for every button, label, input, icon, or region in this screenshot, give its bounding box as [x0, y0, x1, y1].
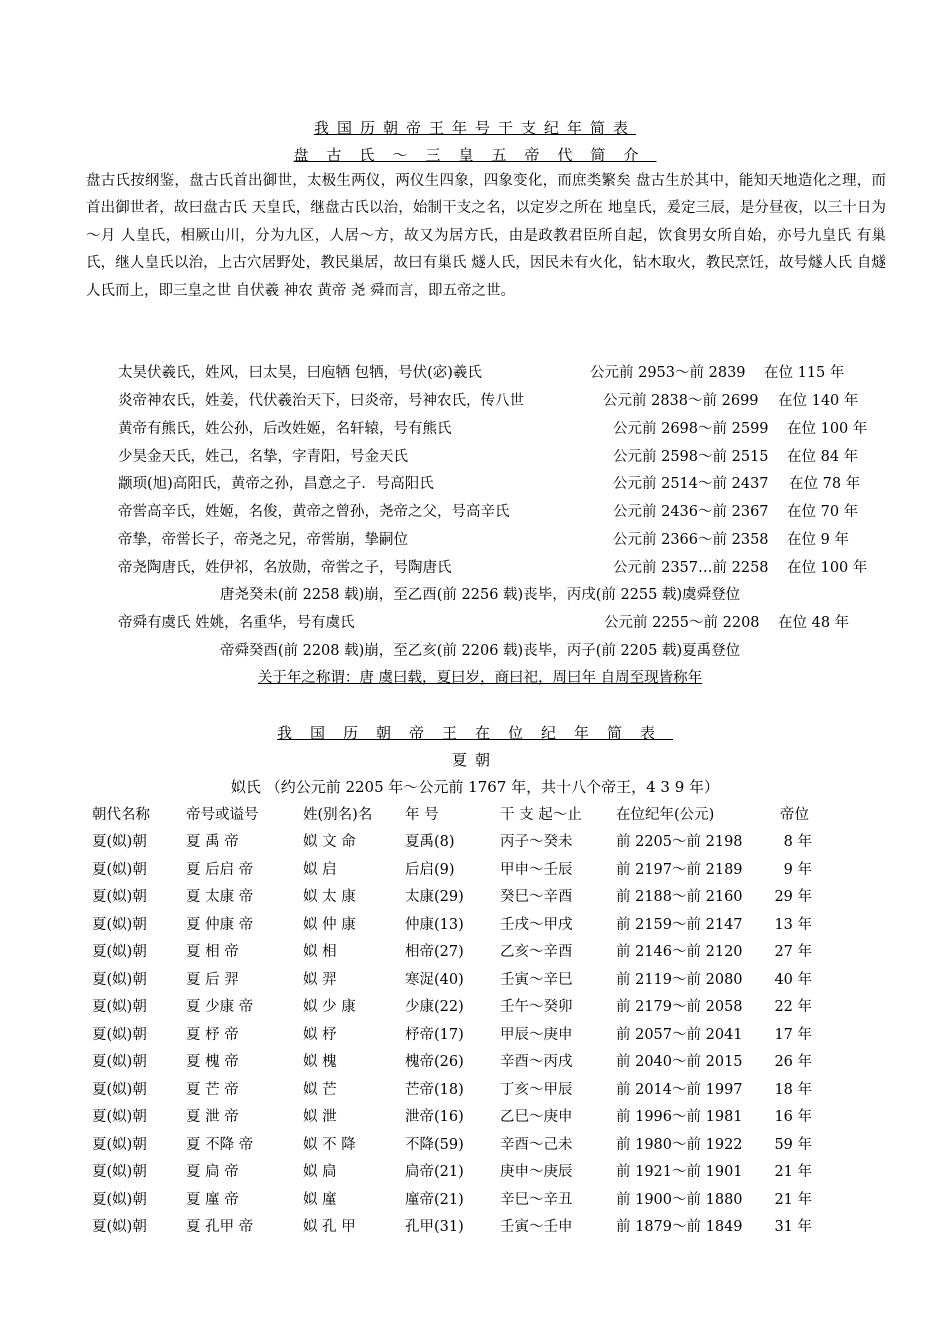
table-cell: 40 年 — [774, 971, 812, 988]
table-cell: 廑帝(21) — [405, 1191, 464, 1208]
table-cell: 丙子～癸未 — [500, 834, 573, 850]
table-cell: 前 1996～前 1981 — [616, 1109, 743, 1125]
table-cell: 姒 芒 — [303, 1081, 337, 1098]
succession-note: 唐尧癸未(前 2258 载)崩，至乙酉(前 2256 载)丧毕，丙戌(前 2255 载)虞舜登位 — [219, 587, 741, 603]
table-cell: 27 年 — [774, 944, 812, 960]
table-cell: 夏 不降 帝 — [186, 1136, 254, 1153]
reign-years: 公元前 2698～前 2599 — [613, 421, 769, 437]
reign-name: 少昊金天氏，姓己，名挚，字青阳，号金天氏 — [118, 449, 408, 465]
table-cell: 夏 扃 帝 — [186, 1164, 239, 1180]
dynasty-heading: 夏朝 — [451, 751, 498, 769]
table-cell: 少康(22) — [405, 999, 464, 1015]
table-cell: 扃帝(21) — [405, 1164, 464, 1180]
section-subtitle: 盘古氏～三皇五帝代简介 — [293, 146, 657, 164]
table-cell: 姒 文 命 — [303, 834, 356, 850]
table-cell: 庚申～庚辰 — [500, 1164, 573, 1180]
table-cell: 17 年 — [774, 1026, 812, 1043]
table-cell: 夏(姒)朝 — [92, 1026, 147, 1043]
table-cell: 后启(9) — [405, 861, 455, 878]
table-cell: 姒 泄 — [303, 1109, 337, 1125]
reign-tenure: 在位 70 年 — [787, 504, 859, 520]
table-cell: 姒 启 — [303, 861, 337, 878]
table-cell: 前 2205～前 2198 — [616, 834, 743, 850]
table-cell: 杼帝(17) — [405, 1026, 464, 1043]
reign-years: 公元前 2357…前 2258 — [613, 560, 769, 576]
table-cell: 壬寅～壬申 — [500, 1219, 573, 1235]
table-cell: 前 2014～前 1997 — [616, 1081, 743, 1098]
table-cell: 姒 孔 甲 — [303, 1219, 356, 1235]
table-cell: 夏(姒)朝 — [92, 1081, 147, 1098]
table-cell: 辛酉～己未 — [500, 1136, 573, 1153]
table-cell: 夏 少康 帝 — [186, 999, 254, 1015]
table-cell: 夏 后启 帝 — [186, 861, 254, 878]
reign-name: 帝尧陶唐氏，姓伊祁，名放勋，帝喾之子，号陶唐氏 — [118, 560, 452, 576]
table-cell: 姒 不 降 — [303, 1136, 356, 1153]
reign-name: 炎帝神农氏，姓姜，代伏羲治天下，曰炎帝，号神农氏，传八世 — [118, 393, 524, 409]
table-row — [0, 968, 950, 988]
table-cell: 前 2040～前 2015 — [616, 1054, 743, 1070]
table-cell: 前 1900～前 1880 — [616, 1191, 743, 1208]
table-row — [0, 995, 950, 1015]
table-cell: 夏 仲康 帝 — [186, 916, 254, 933]
table-cell: 夏 后 羿 — [186, 971, 239, 988]
table-cell: 59 年 — [774, 1136, 812, 1153]
table-cell: 姒 相 — [303, 944, 337, 960]
table-row — [0, 830, 950, 850]
table-row — [0, 1050, 950, 1070]
table-cell: 夏(姒)朝 — [92, 971, 147, 988]
table-cell: 夏(姒)朝 — [92, 1136, 147, 1153]
reign-years: 公元前 2436～前 2367 — [613, 504, 769, 520]
table-cell: 前 1879～前 1849 — [616, 1219, 743, 1235]
reign-name: 帝喾高辛氏，姓姬，名俊，黄帝之曾孙，尧帝之父，号高辛氏 — [118, 504, 510, 520]
table-cell: 22 年 — [774, 999, 812, 1015]
reign-name: 黄帝有熊氏，姓公孙，后改姓姬，名轩辕，号有熊氏 — [118, 421, 452, 437]
table-cell: 姒 槐 — [303, 1054, 337, 1070]
reign-tenure: 在位 84 年 — [787, 449, 859, 465]
table-cell: 夏 泄 帝 — [186, 1109, 239, 1125]
table-cell: 姒 羿 — [303, 971, 337, 988]
table-cell: 辛巳～辛丑 — [500, 1191, 573, 1208]
table-row — [0, 1160, 950, 1180]
table-row — [0, 1133, 950, 1153]
reign-tenure: 在位 78 年 — [789, 476, 861, 492]
table-cell: 前 2188～前 2160 — [616, 889, 743, 905]
table-cell: 夏(姒)朝 — [92, 1191, 147, 1208]
table-cell: 21 年 — [774, 1164, 812, 1180]
column-header: 姓(别名)名 — [303, 807, 373, 823]
table-cell: 夏(姒)朝 — [92, 834, 147, 850]
page-title: 我国历朝帝王年号干支纪年简表 — [313, 119, 636, 137]
table-cell: 姒 仲 康 — [303, 916, 356, 933]
reign-name: 帝舜有虞氏 姓姚，名重华，号有虞氏 — [118, 615, 355, 631]
table-cell: 夏 禹 帝 — [186, 834, 239, 850]
succession-note: 帝舜癸酉(前 2208 载)崩，至乙亥(前 2206 载)丧毕，丙子(前 2205 载)夏禹登位 — [219, 643, 741, 659]
table-cell: 姒 廑 — [303, 1191, 337, 1208]
table-cell: 甲申～壬辰 — [500, 861, 573, 878]
table-cell: 前 2119～前 2080 — [616, 971, 743, 988]
table-cell: 9 年 — [783, 861, 812, 878]
table-cell: 槐帝(26) — [405, 1054, 464, 1070]
table-cell: 夏 芒 帝 — [186, 1081, 239, 1098]
column-header: 帝位 — [780, 807, 809, 823]
table-cell: 泄帝(16) — [405, 1109, 464, 1125]
table-cell: 夏(姒)朝 — [92, 1109, 147, 1125]
table-cell: 前 1921～前 1901 — [616, 1164, 743, 1180]
intro-paragraph: 盘古氏按纲鉴，盘古氏首出御世，太极生两仪，两仪生四象，四象变化，而庶类繁矣 盘古生於其中，能知天地造化之理，而首出御世者，故曰盘古氏 天皇氏，继盘古氏以治，始制干支之名，以定岁之所在 地皇氏，爰定三辰，是分昼夜，以三十日为～月 人皇氏，相厥山川，分为九区，人居～方，故又为居方氏，由是政教君臣所自起，饮食男女所自始，亦号九皇氏 有巢氏，继人皇氏以治，上古穴居野处，教民巢居，故曰有巢氏 燧人氏，因民未有火化，钻木取火，教民烹饪，故号燧人氏 自燧人氏而上，即三皇之世 自伏羲 神农 黄帝 尧 舜而言，即五帝之世。 — [86, 173, 886, 299]
table-cell: 夏 杼 帝 — [186, 1026, 239, 1043]
table-cell: 前 2179～前 2058 — [616, 999, 743, 1015]
table-cell: 姒 扃 — [303, 1164, 337, 1180]
table-cell: 夏(姒)朝 — [92, 1164, 147, 1180]
table-cell: 29 年 — [774, 889, 812, 905]
table-cell: 芒帝(18) — [405, 1081, 464, 1098]
table-cell: 夏(姒)朝 — [92, 889, 147, 905]
reign-years: 公元前 2366～前 2358 — [613, 532, 769, 548]
table-cell: 13 年 — [774, 916, 812, 933]
table-cell: 前 2159～前 2147 — [616, 916, 743, 933]
table-cell: 夏(姒)朝 — [92, 861, 147, 878]
table-cell: 18 年 — [774, 1081, 812, 1098]
table-cell: 前 1980～前 1922 — [616, 1136, 743, 1153]
table-cell: 丁亥～甲辰 — [500, 1081, 573, 1098]
table-cell: 乙亥～辛酉 — [500, 944, 573, 960]
table-cell: 前 2146～前 2120 — [616, 944, 743, 960]
table-cell: 26 年 — [774, 1054, 812, 1070]
reign-tenure: 在位 100 年 — [787, 560, 868, 576]
table-row — [0, 885, 950, 905]
reign-years: 公元前 2514～前 2437 — [613, 476, 769, 492]
table-cell: 31 年 — [774, 1219, 812, 1235]
table-cell: 夏 相 帝 — [186, 944, 239, 960]
reign-tenure: 在位 140 年 — [778, 393, 859, 409]
table-cell: 乙巳～庚申 — [500, 1109, 573, 1125]
table-cell: 壬寅～辛巳 — [500, 971, 573, 988]
reign-name: 太昊伏羲氏，姓风，曰太昊，曰庖牺 包牺，号伏(宓)羲氏 — [118, 365, 482, 381]
table-title: 我国历朝帝王在位纪年简表 — [276, 724, 673, 742]
table-row — [0, 940, 950, 960]
year-terminology-note: 关于年之称谓：唐 虞曰载，夏曰岁，商曰祀，周曰年 自周至现皆称年 — [257, 670, 703, 686]
table-cell: 姒 少 康 — [303, 999, 356, 1015]
reign-tenure: 在位 100 年 — [787, 421, 868, 437]
table-cell: 辛酉～丙戌 — [500, 1054, 573, 1070]
table-cell: 夏 孔甲 帝 — [186, 1219, 254, 1235]
table-row — [0, 1105, 950, 1125]
table-row — [0, 1188, 950, 1208]
column-header: 年 号 — [405, 807, 439, 823]
table-cell: 不降(59) — [405, 1136, 464, 1153]
table-cell: 夏 槐 帝 — [186, 1054, 239, 1070]
table-cell: 癸巳～辛酉 — [500, 889, 573, 905]
column-header: 朝代名称 — [92, 807, 150, 823]
table-cell: 姒 太 康 — [303, 889, 356, 905]
table-cell: 8 年 — [783, 834, 812, 850]
table-row — [0, 913, 950, 933]
reign-name: 帝挚，帝喾长子，帝尧之兄，帝喾崩，挚嗣位 — [118, 532, 408, 548]
table-cell: 夏(姒)朝 — [92, 1219, 147, 1235]
reign-years: 公元前 2953～前 2839 — [590, 365, 746, 381]
reign-tenure: 在位 115 年 — [764, 365, 845, 381]
reign-tenure: 在位 48 年 — [778, 615, 850, 631]
table-cell: 夏(姒)朝 — [92, 916, 147, 933]
table-cell: 21 年 — [774, 1191, 812, 1208]
reign-name: 颛顼(旭)高阳氏，黄帝之孙，昌意之子．号高阳氏 — [118, 476, 434, 492]
table-cell: 前 2197～前 2189 — [616, 861, 743, 878]
reign-years: 公元前 2255～前 2208 — [604, 615, 760, 631]
reign-years: 公元前 2598～前 2515 — [613, 449, 769, 465]
table-cell: 孔甲(31) — [405, 1219, 464, 1235]
table-cell: 寒浞(40) — [405, 971, 464, 988]
table-cell: 夏(姒)朝 — [92, 944, 147, 960]
table-row — [0, 1078, 950, 1098]
dynasty-summary: 姒氏 （约公元前 2205 年～公元前 1767 年，共十八个帝王，4 3 9 年） — [230, 778, 720, 796]
table-cell: 相帝(27) — [405, 944, 464, 960]
table-cell: 16 年 — [774, 1109, 812, 1125]
table-cell: 甲辰～庚申 — [500, 1026, 573, 1043]
table-cell: 仲康(13) — [405, 916, 464, 933]
table-cell: 夏 廑 帝 — [186, 1191, 239, 1208]
table-cell: 夏(姒)朝 — [92, 999, 147, 1015]
table-cell: 姒 杼 — [303, 1026, 337, 1043]
table-cell: 太康(29) — [405, 889, 464, 905]
table-row — [0, 1215, 950, 1235]
table-row — [0, 1023, 950, 1043]
table-row — [0, 858, 950, 878]
table-header — [0, 803, 950, 823]
reign-years: 公元前 2838～前 2699 — [603, 393, 759, 409]
table-cell: 前 2057～前 2041 — [616, 1026, 743, 1043]
column-header: 在位纪年(公元) — [616, 807, 715, 823]
table-cell: 夏 太康 帝 — [186, 889, 254, 905]
table-cell: 壬午～癸卯 — [500, 999, 573, 1015]
reign-tenure: 在位 9 年 — [787, 532, 849, 548]
table-cell: 夏禹(8) — [405, 834, 455, 850]
table-cell: 壬戌～甲戌 — [500, 916, 573, 933]
table-cell: 夏(姒)朝 — [92, 1054, 147, 1070]
column-header: 干 支 起～止 — [500, 807, 582, 823]
column-header: 帝号或谥号 — [186, 807, 259, 823]
